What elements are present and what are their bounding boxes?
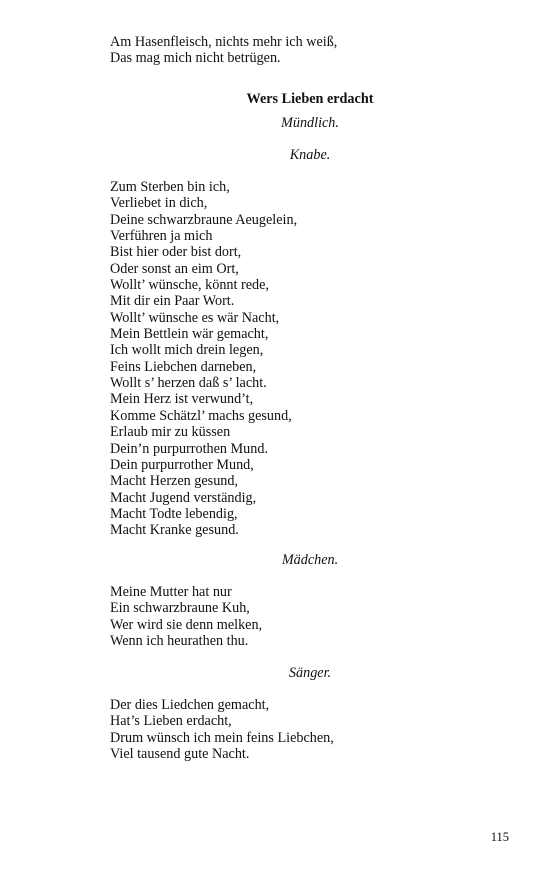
verse-line: Macht Herzen gesund, bbox=[110, 473, 239, 490]
verse-line: Drum wünsch ich mein feins Liebchen, bbox=[110, 729, 334, 746]
verse-line: Wenn ich heurathen thu. bbox=[110, 633, 249, 650]
verse-line: Mein Herz ist verwund’t, bbox=[110, 391, 254, 408]
verse-line: Komme Schätzl’ machs gesund, bbox=[110, 407, 292, 424]
verse-line: Verführen ja mich bbox=[110, 228, 213, 245]
verse-line: Macht Todte lebendig, bbox=[110, 505, 238, 522]
verse-line: Zum Sterben bin ich, bbox=[110, 179, 230, 195]
verse-line: Viel tausend gute Nacht. bbox=[110, 746, 250, 763]
verse-line: Verliebet in dich, bbox=[110, 195, 208, 212]
verse-line: Meine Mutter hat nur bbox=[110, 584, 232, 600]
speaker-heading-knabe: Knabe. bbox=[289, 147, 331, 163]
speaker-heading-maedchen: Mädchen. bbox=[281, 552, 339, 568]
verse-line: Wollt’ wünsche es wär Nacht, bbox=[110, 309, 280, 326]
verse-line: Erlaub mir zu küssen bbox=[110, 424, 231, 441]
verse-line: Ich wollt mich drein legen, bbox=[110, 342, 264, 359]
verse-line: Mit dir ein Paar Wort. bbox=[110, 293, 235, 310]
verse-line: Ein schwarzbraune Kuh, bbox=[110, 600, 250, 617]
verse-line: Wollt’ wünsche, könnt rede, bbox=[110, 277, 269, 294]
verse-line: Das mag mich nicht betrügen. bbox=[110, 50, 281, 67]
verse-line: Wer wird sie denn melken, bbox=[110, 616, 263, 633]
stanza-saenger bbox=[110, 697, 510, 762]
verse-line: Hat’s Lieben erdacht, bbox=[110, 713, 232, 730]
verse-line: Mein Bettlein wär gemacht, bbox=[110, 326, 269, 343]
verse-line: Dein’n purpurrothen Mund. bbox=[110, 440, 269, 457]
poem-subtitle: Mündlich. bbox=[281, 115, 339, 131]
verse-line: Deine schwarzbraune Aeugelein, bbox=[110, 211, 298, 228]
verse-line: Macht Jugend verständig, bbox=[110, 489, 257, 506]
poem-title: Wers Lieben erdacht bbox=[246, 91, 374, 107]
speaker-heading-saenger: Sänger. bbox=[288, 665, 332, 681]
verse-line: Wollt s’ herzen daß s’ lacht. bbox=[110, 375, 267, 392]
page-number: 115 bbox=[490, 830, 509, 844]
stanza-knabe bbox=[110, 179, 510, 539]
verse-line: Macht Kranke gesund. bbox=[110, 522, 239, 539]
verse-line: Oder sonst an eim Ort, bbox=[110, 260, 239, 277]
verse-line: Bist hier oder bist dort, bbox=[110, 244, 242, 261]
top-stanza bbox=[110, 34, 510, 67]
stanza-maedchen bbox=[110, 584, 510, 649]
verse-line: Der dies Liedchen gemacht, bbox=[110, 697, 270, 713]
verse-line: Dein purpurrother Mund, bbox=[110, 456, 254, 473]
verse-line: Am Hasenfleisch, nichts mehr ich weiß, bbox=[110, 34, 338, 50]
verse-line: Feins Liebchen darneben, bbox=[110, 358, 257, 375]
